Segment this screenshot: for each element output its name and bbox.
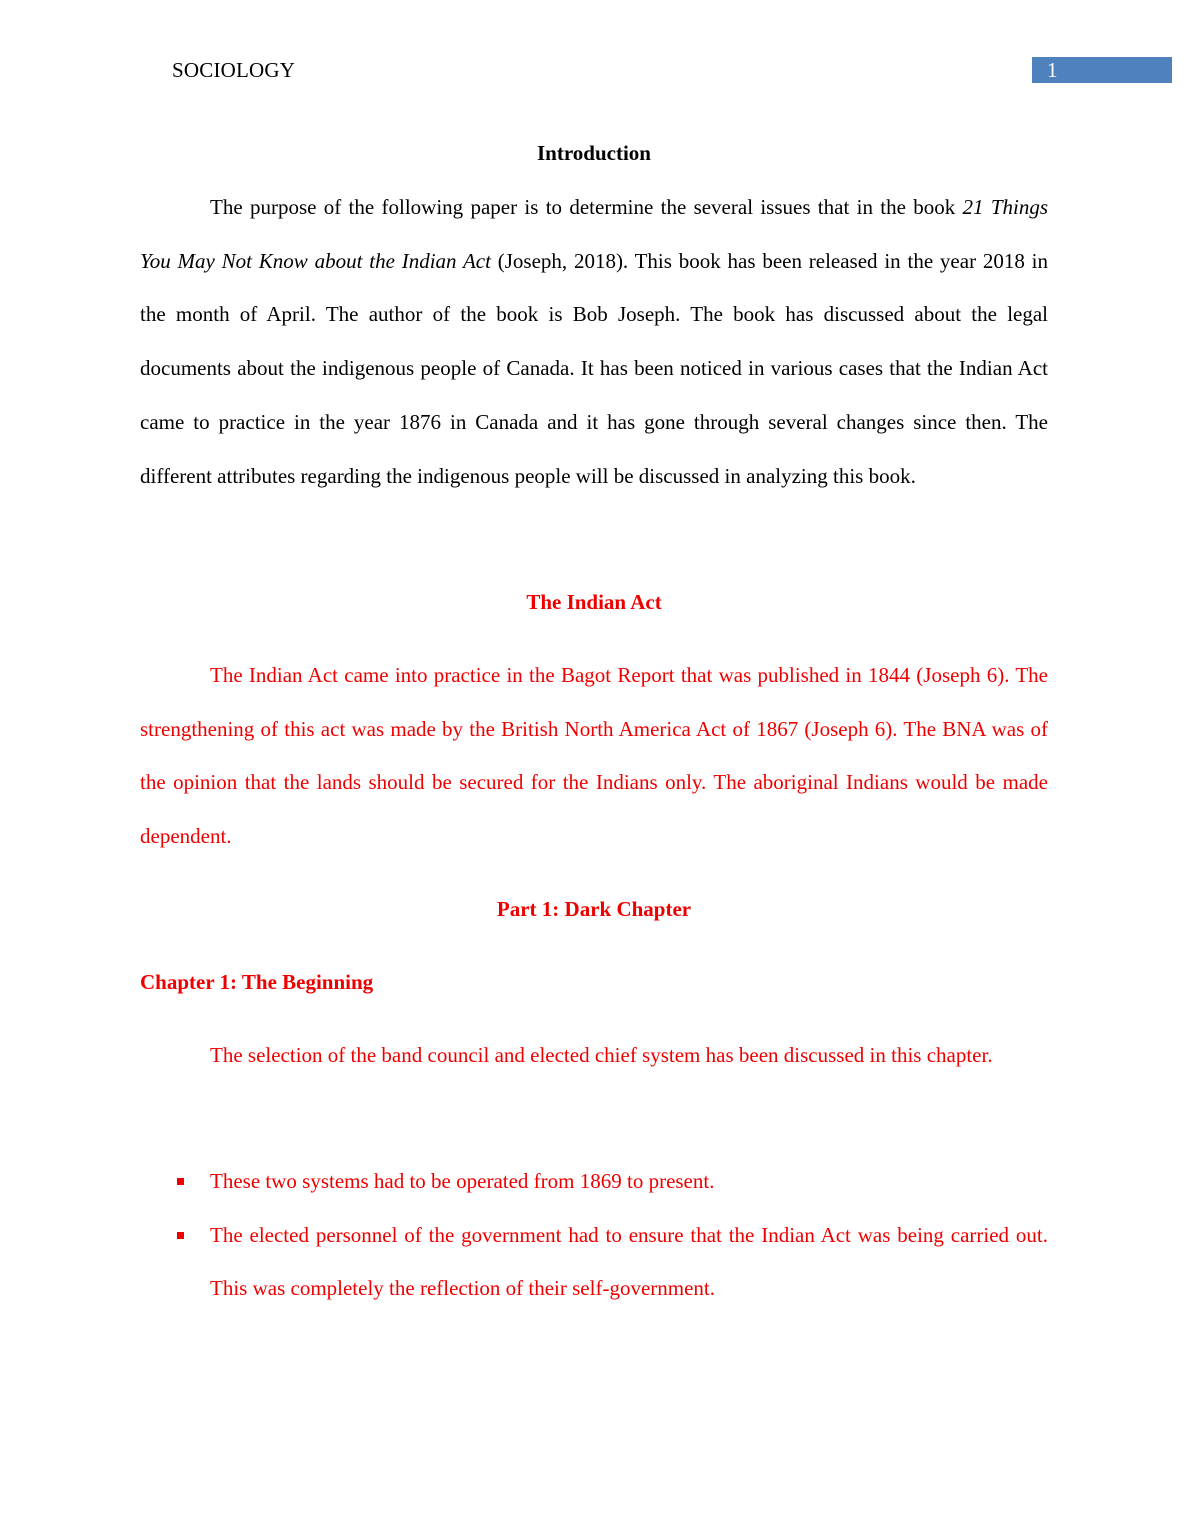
heading-part1-dark-chapter: Part 1: Dark Chapter (496, 897, 692, 921)
square-bullet-icon (177, 1178, 184, 1185)
intro-text-part1: The purpose of the following paper is to determine the several issues that in the book (210, 195, 963, 219)
page-number: 1 (1047, 58, 1058, 82)
paragraph-chapter1: The selection of the band council and elected chief system has been discussed in this chapter. (210, 1043, 993, 1067)
bullet-text: The elected personnel of the government had to ensure that the Indian Act was being carried out. This was completely the reflection of their self-government. (210, 1222, 1048, 1301)
paragraph-introduction (140, 181, 1048, 503)
bullet-text: These two systems had to be operated from 1869 to present. (210, 1169, 715, 1193)
paragraph-indian-act: The Indian Act came into practice in the Bagot Report that was published in 1844 (Joseph 6). The strengthening of this act was made by the British North America Act of 1867 (Joseph 6). The BNA was of the opinion that the lands should be secured for the Indians only. The aboriginal Indians would be made dependent. (140, 663, 1048, 849)
intro-text-part2: (Joseph, 2018). This book has been released in the year 2018 in the month of April. The author of the book is Bob Joseph. The book has discussed about the legal documents about the indigenous people of Canada. It has been noticed in various cases that the Indian Act came to practice in the year 1876 in Canada and it has gone through several changes since then. The different attributes regarding the indigenous people will be discussed in analyzing this book. (140, 248, 1049, 488)
page-number-box (1032, 57, 1172, 83)
heading-introduction: Introduction (537, 141, 651, 165)
bullet-item (140, 1155, 1048, 1209)
square-bullet-icon (177, 1232, 184, 1239)
running-header-title: SOCIOLOGY (172, 58, 296, 82)
heading-indian-act: The Indian Act (526, 590, 662, 614)
bullet-item (140, 1209, 1048, 1316)
chapter1-bullet-list (140, 1155, 1048, 1316)
heading-chapter1: Chapter 1: The Beginning (140, 970, 374, 994)
book-title: 21 Things You May Not Know about the Indian Act (140, 195, 1049, 273)
